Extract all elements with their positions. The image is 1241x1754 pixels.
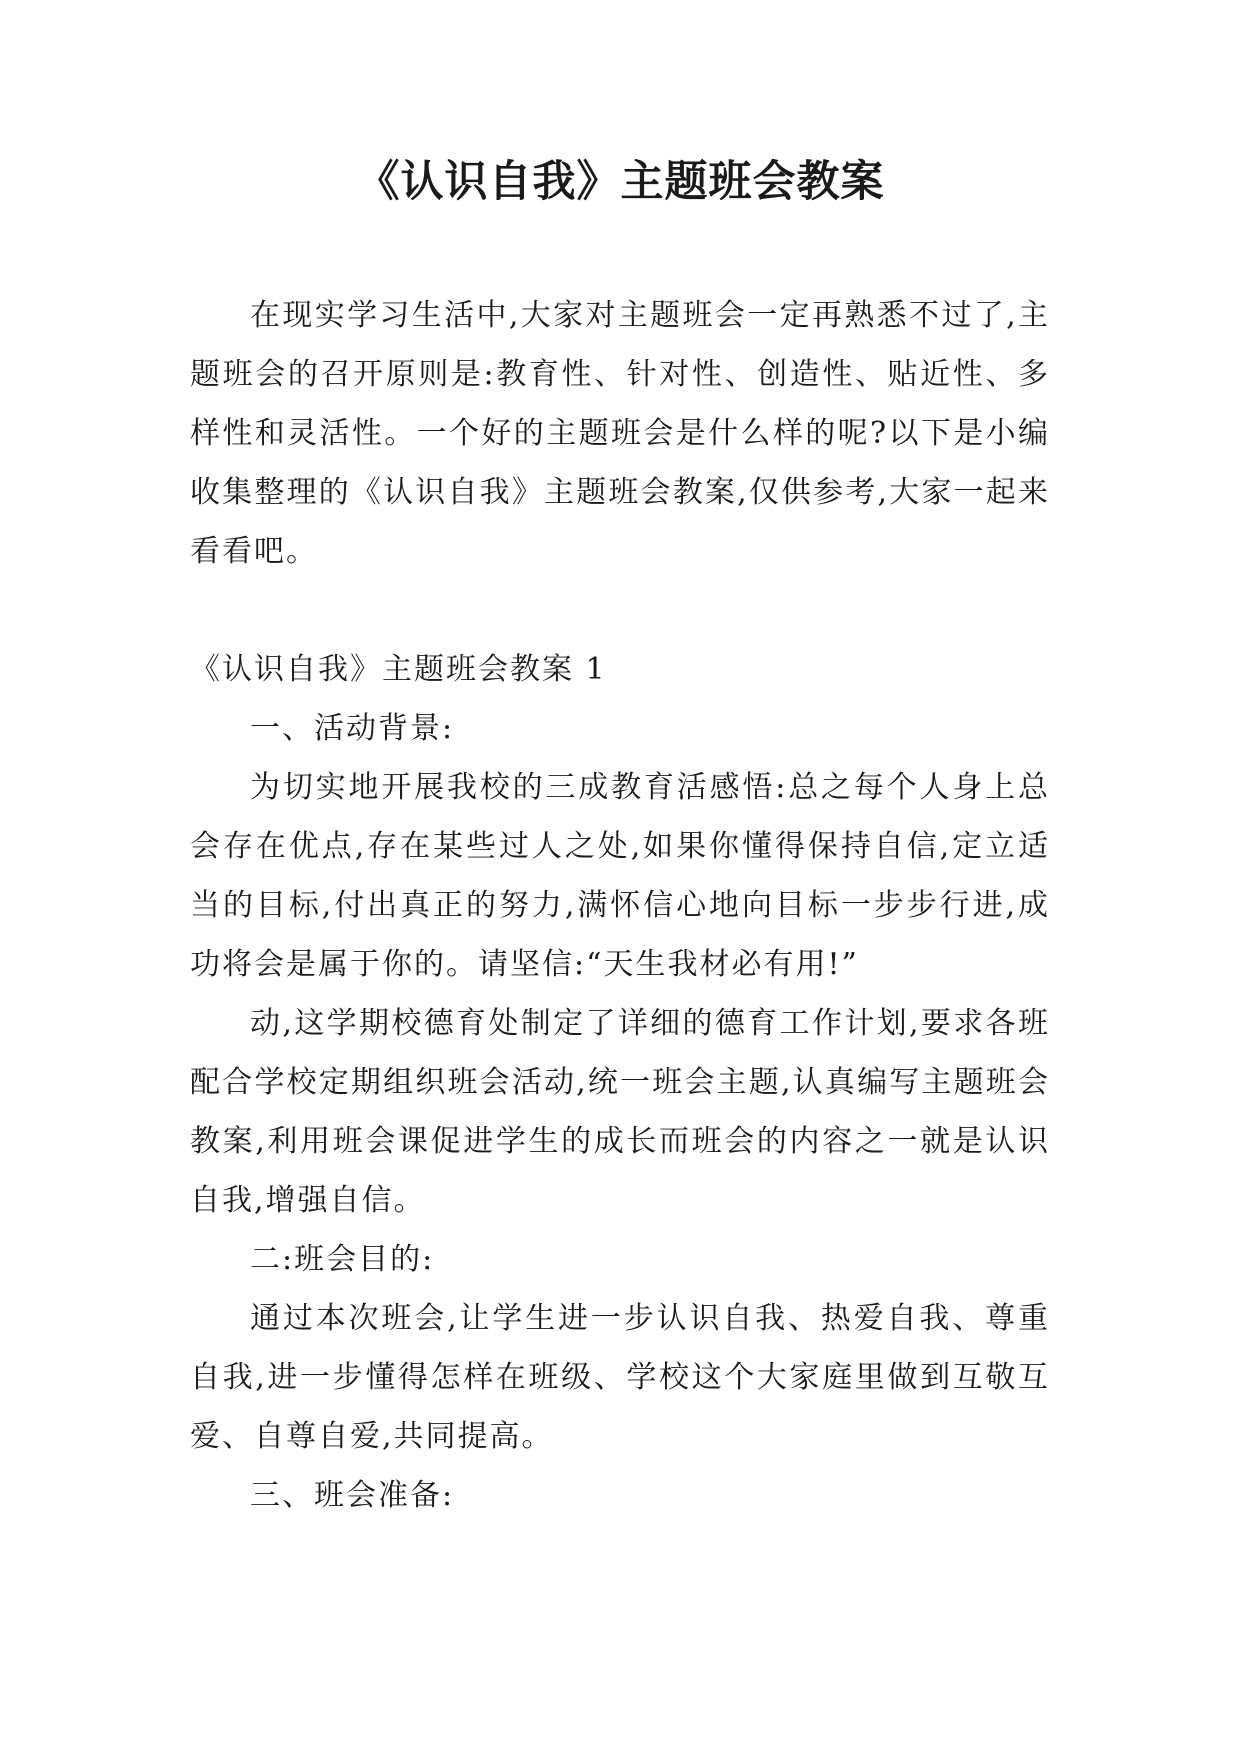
heading-class-preparation: 三、班会准备: [250,1478,455,1513]
paragraph-class-goal: 通过本次班会,让学生进一步认识自我、热爱自我、尊重自我,进一步懂得怎样在班级、学校这个大家庭里做到互敬互爱、自尊自爱,共同提高。 [190,1301,1050,1454]
paragraph-background-1: 为切实地开展我校的三成教育活感悟:总之每个人身上总会存在优点,存在某些过人之处,如果你懂得保持自信,定立适当的目标,付出真正的努力,满怀信心地向目标一步步行进,成功将会是属于你的。请坚信:“天生我材必有用!” [190,770,1050,982]
paragraph-background-2: 动,这学期校德育处制定了详细的德育工作计划,要求各班配合学校定期组织班会活动,统一班会主题,认真编写主题班会教案,利用班会课促进学生的成长而班会的内容之一就是认识自我,增强自信。 [190,1006,1050,1218]
section-title: 《认识自我》主题班会教案 1 [190,652,607,687]
document-body [190,286,1050,1525]
heading-activity-background: 一、活动背景: [250,711,455,746]
heading-class-goal: 二:班会目的: [250,1242,435,1277]
document-title: 《认识自我》主题班会教案 [356,157,885,207]
intro-paragraph: 在现实学习生活中,大家对主题班会一定再熟悉不过了,主题班会的召开原则是:教育性、针对性、创造性、贴近性、多样性和灵活性。一个好的主题班会是什么样的呢?以下是小编收集整理的《认识自我》主题班会教案,仅供参考,大家一起来看看吧。 [190,298,1050,569]
